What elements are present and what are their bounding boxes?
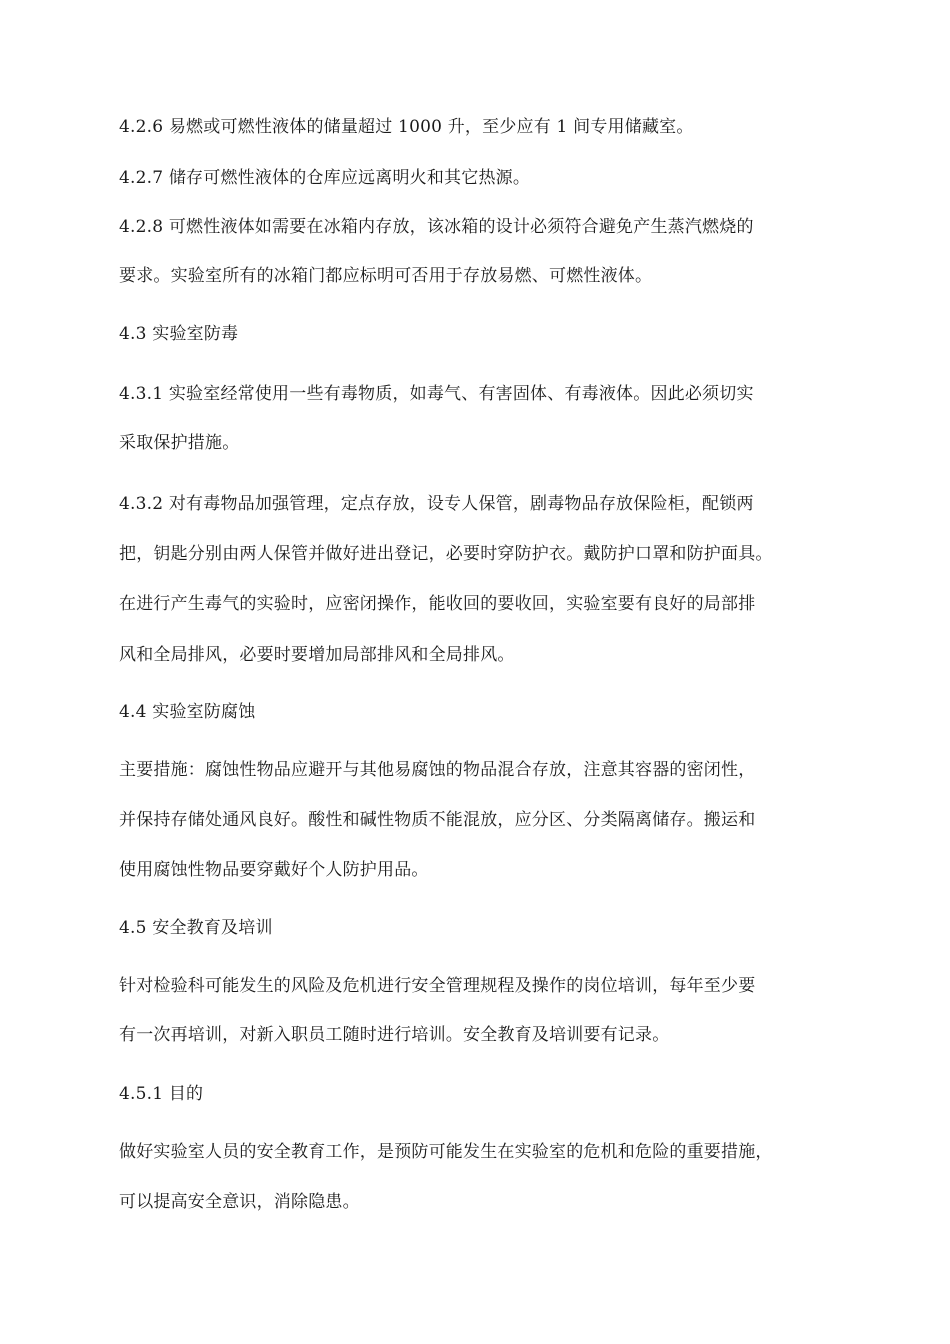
text-line-4-3-2-cont-2: 在进行产生毒气的实验时，应密闭操作，能收回的要收回，实验室要有良好的局部排 bbox=[119, 594, 756, 614]
section-heading-4-5: 4.5 安全教育及培训 bbox=[119, 918, 273, 938]
section-heading-4-3: 4.3 实验室防毒 bbox=[119, 324, 239, 344]
text-line-4-3-1-cont: 采取保护措施。 bbox=[119, 433, 240, 453]
text-line-4-2-8-cont: 要求。实验室所有的冰箱门都应标明可否用于存放易燃、可燃性液体。 bbox=[119, 266, 653, 286]
text-line-4-3-2-cont-1: 把，钥匙分别由两人保管并做好进出登记，必要时穿防护衣。戴防护口罩和防护面具。 bbox=[119, 544, 773, 564]
section-heading-4-5-1: 4.5.1 目的 bbox=[119, 1084, 204, 1104]
text-line-4-5-1: 做好实验室人员的安全教育工作，是预防可能发生在实验室的危机和危险的重要措施， bbox=[119, 1142, 773, 1162]
text-line-4-5-cont: 有一次再培训，对新入职员工随时进行培训。安全教育及培训要有记录。 bbox=[119, 1025, 670, 1045]
text-line-4-5-1-cont: 可以提高安全意识，消除隐患。 bbox=[119, 1192, 360, 1212]
text-line-4-3-2: 4.3.2 对有毒物品加强管理，定点存放，设专人保管，剧毒物品存放保险柜，配锁两 bbox=[119, 494, 754, 514]
text-line-4-4-measures-cont-1: 并保持存储处通风良好。酸性和碱性物质不能混放，应分区、分类隔离储存。搬运和 bbox=[119, 810, 756, 830]
text-line-4-4-measures-cont-2: 使用腐蚀性物品要穿戴好个人防护用品。 bbox=[119, 860, 429, 880]
section-heading-4-4: 4.4 实验室防腐蚀 bbox=[119, 702, 256, 722]
text-line-4-5: 针对检验科可能发生的风险及危机进行安全管理规程及操作的岗位培训，每年至少要 bbox=[119, 976, 756, 996]
text-line-4-4-measures: 主要措施：腐蚀性物品应避开与其他易腐蚀的物品混合存放，注意其容器的密闭性， bbox=[119, 760, 756, 780]
text-line-4-3-2-cont-3: 风和全局排风，必要时要增加局部排风和全局排风。 bbox=[119, 645, 515, 665]
text-line-4-2-8: 4.2.8 可燃性液体如需要在冰箱内存放，该冰箱的设计必须符合避免产生蒸汽燃烧的 bbox=[119, 217, 754, 237]
text-line-4-3-1: 4.3.1 实验室经常使用一些有毒物质，如毒气、有害固体、有毒液体。因此必须切实 bbox=[119, 384, 754, 404]
text-line-4-2-7: 4.2.7 储存可燃性液体的仓库应远离明火和其它热源。 bbox=[119, 168, 531, 188]
text-line-4-2-6: 4.2.6 易燃或可燃性液体的储量超过 1000 升，至少应有 1 间专用储藏室。 bbox=[119, 117, 694, 137]
